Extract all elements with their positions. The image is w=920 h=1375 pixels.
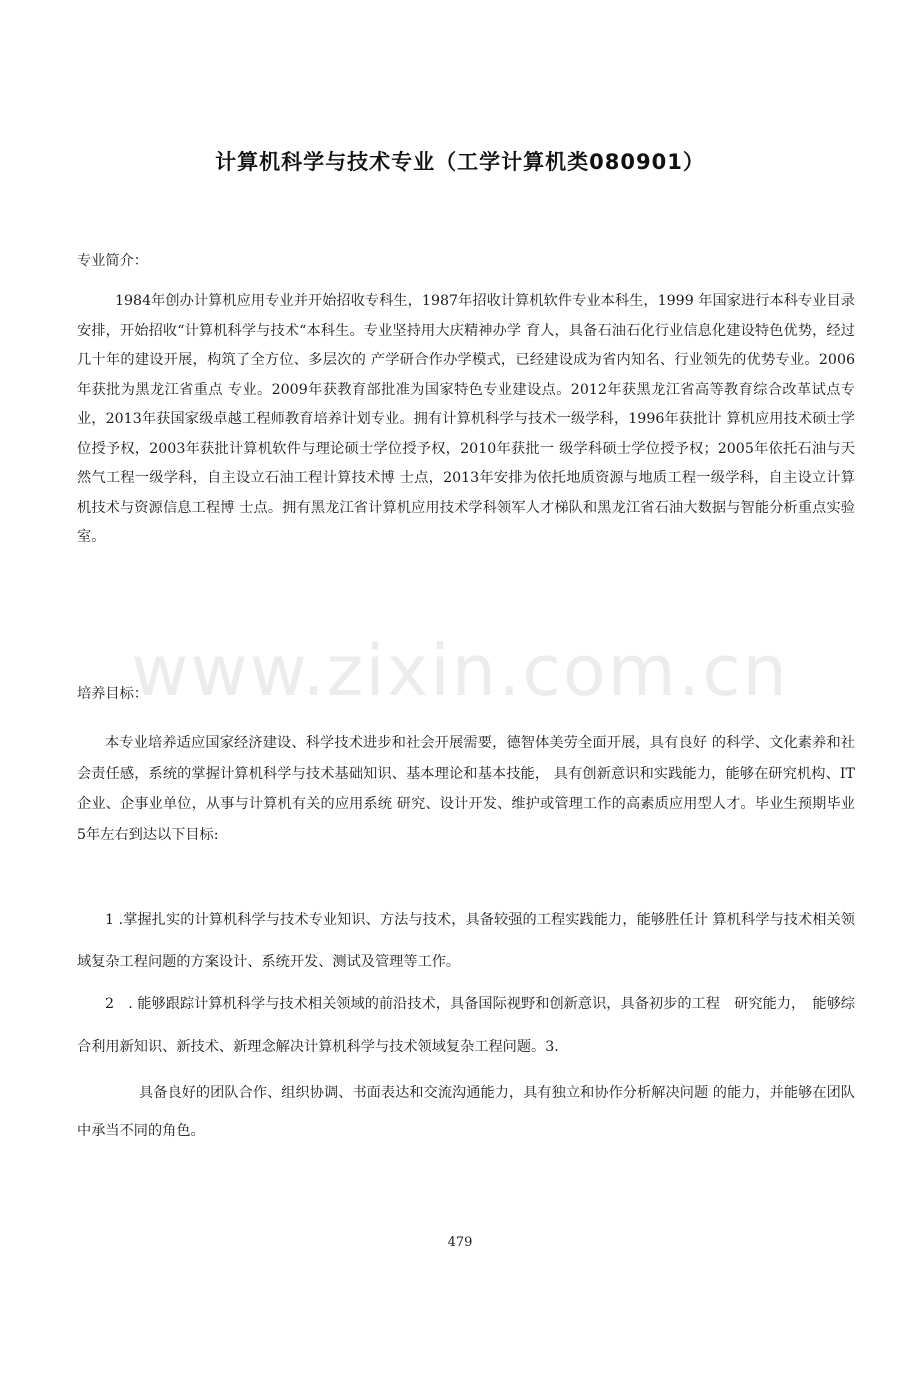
goal-item-1: 1 .掌握扎实的计算机科学与技术专业知识、方法与技术，具备较强的工程实践能力，能够胜任计 算机科学与技术相关领域复杂工程问题的方案设计、系统开发、测试及管理等工作。 (77, 912, 855, 970)
goals-label: 培养目标： (77, 686, 148, 702)
goal-item-3: 具备良好的团队合作、组织协调、书面表达和交流沟通能力，具有独立和协作分析解决问题 的能力，并能够在团队中承当不同的角色。 (77, 1085, 855, 1139)
intro-paragraph: 1984年创办计算机应用专业并开始招收专科生，1987年招收计算机软件专业本科生，1999 年国家进行本科专业目录安排，开始招收“计算机科学与技术“本科生。专业坚持用大庆精神办学 育人，具备石油石化行业信息化建设特色优势，经过几十年的建设开展，构筑了全方位、多层次的 产学研合作办学模式，已经建设成为省内知名、行业领先的优势专业。2006年获批为黑龙江省重点 专业。2009年获教育部批准为国家特色专业建设点。2012年获黑龙江省高等教育综合改革试点专 业，2013年获国家级卓越工程师教育培养计划专业。拥有计算机科学与技术一级学科，1996年获批计 算机应用技术硕士学位授予权，2003年获批计算机软件与理论硕士学位授予权，2010年获批一 级学科硕士学位授予权；2005年依托石油与天然气工程一级学科，自主设立石油工程计算技术博 士点，2013年安排为依托地质资源与地质工程一级学科，自主设立计算机技术与资源信息工程博 士点。拥有黑龙江省计算机应用技术学科领军人才梯队和黑龙江省石油大数据与智能分析重点实验 室。 (77, 293, 855, 545)
goals-paragraph: 本专业培养适应国家经济建设、科学技术进步和社会开展需要，德智体美劳全面开展，具有良好 的科学、文化素养和社会责任感，系统的掌握计算机科学与技术基础知识、基本理论和基本技能， 具有创新意识和实践能力，能够在研究机构、IT企业、企事业单位，从事与计算机有关的应用系统 研究、设计开发、维护或管理工作的高素质应用型人才。毕业生预期毕业5年左右到达以下目标: (77, 735, 855, 843)
intro-label: 专业简介： (77, 253, 148, 269)
page-title: 计算机科学与技术专业（工学计算机类080901） (215, 150, 705, 174)
goal-item-2: 2 . 能够跟踪计算机科学与技术相关领域的前沿技术，具备国际视野和创新意识，具备初步的工程 研究能力， 能够综合利用新知识、新技术、新理念解决计算机科学与技术领域复杂工程问题。3. (77, 996, 855, 1055)
page-number: 479 (447, 1235, 473, 1250)
watermark: www.zixin.com.cn (131, 630, 789, 712)
